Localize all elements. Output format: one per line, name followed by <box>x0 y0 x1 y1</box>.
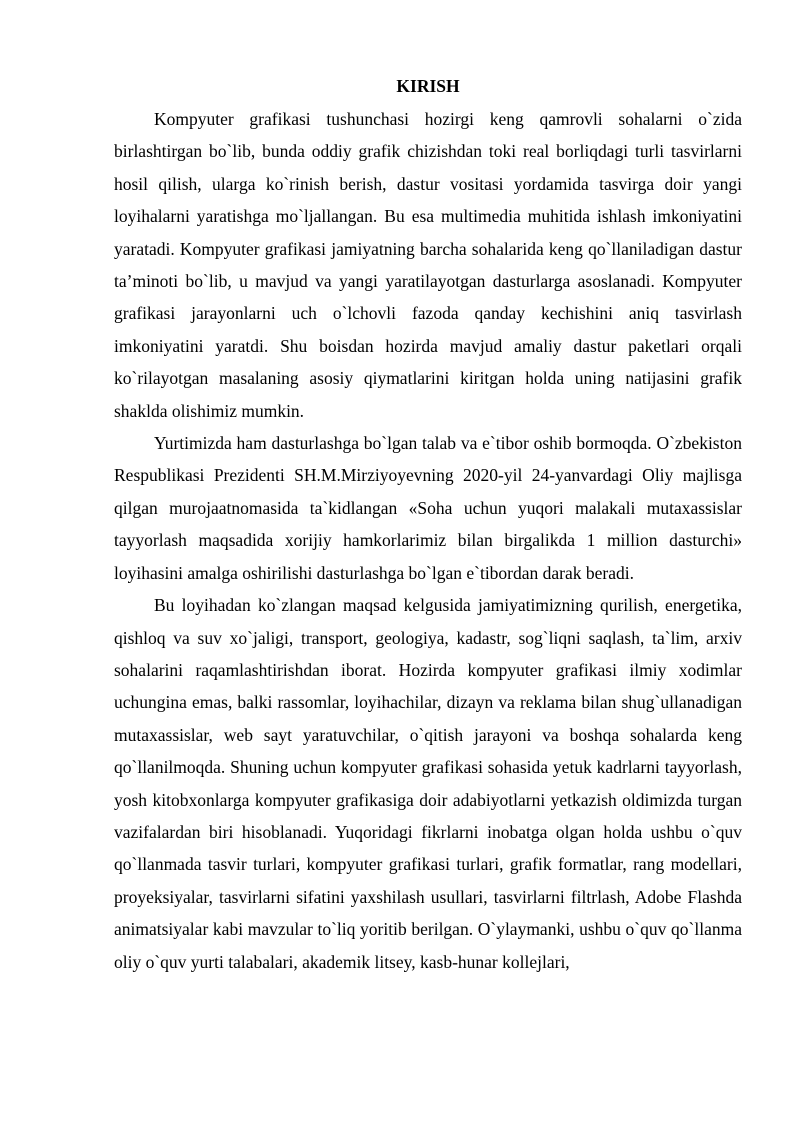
paragraph-2: Yurtimizda ham dasturlashga bo`lgan talab va e`tibor oshib bormoqda. O`zbekiston Respublikasi Prezidenti SH.M.Mirziyoyevning 2020-yil 24-yanvardagi Oliy majlisga qilgan murojaatnomasida ta`kidlangan «Soha uchun yuqori malakali mutaxassislar tayyorlash maqsadida xorijiy hamkorlarimiz bilan birgalikda 1 million dasturchi» loyihasini amalga oshirilishi dasturlashga bo`lgan e`tibordan darak beradi. <box>114 433 742 583</box>
page-title: KIRISH <box>396 76 460 96</box>
paragraph-3: Bu loyihadan ko`zlangan maqsad kelgusida jamiyatimizning qurilish, energetika, qishloq va suv xo`jaligi, transport, geologiya, kadastr, sog`liqni saqlash, ta`lim, arxiv sohalarini raqamlashtirishdan iborat. Hozirda kompyuter grafikasi ilmiy xodimlar uchungina emas, balki rassomlar, loyihachilar, dizayn va reklama bilan shug`ullanadigan mutaxassislar, web sayt yaratuvchilar, o`qitish jarayoni va boshqa sohalarda keng qo`llanilmoqda. Shuning uchun kompyuter grafikasi sohasida yetuk kadrlarni tayyorlash, yosh kitobxonlarga kompyuter grafikasiga doir adabiyotlarni yetkazish oldimizda turgan vazifalardan biri hisoblanadi. Yuqoridagi fikrlarni inobatga olgan holda ushbu o`quv qo`llanmada tasvir turlari, kompyuter grafikasi turlari, grafik formatlar, rang modellari, proyeksiyalar, tasvirlarni sifatini yaxshilash usullari, tasvirlarni filtrlash, Adobe Flashda animatsiyalar kabi mavzular to`liq yoritib berilgan. O`ylaymanki, ushbu o`quv qo`llanma oliy o`quv yurti talabalari, akademik litsey, kasb-hunar kollejlari, <box>114 595 742 972</box>
paragraph-1: Kompyuter grafikasi tushunchasi hozirgi keng qamrovli sohalarni o`zida birlashtirgan bo`lib, bunda oddiy grafik chizishdan toki real borliqdagi turli tasvirlarni hosil qilish, ularga ko`rinish berish, dastur vositasi yordamida tasvirga doir yangi loyihalarni yaratishga mo`ljallangan. Bu esa multimedia muhitida ishlash imkoniyatini yaratadi. Kompyuter grafikasi jamiyatning barcha sohalarida keng qo`llaniladigan dastur ta’minoti bo`lib, u mavjud va yangi yaratilayotgan dasturlarga asoslanadi. Kompyuter grafikasi jarayonlarni uch o`lchovli fazoda qanday kechishini aniq tasvirlash imkoniyatini yaratdi. Shu boisdan hozirda mavjud amaliy dastur paketlari orqali ko`rilayotgan masalaning asosiy qiymatlarini kiritgan holda uning natijasini grafik shaklda olishimiz mumkin. <box>114 109 742 421</box>
document-page <box>114 75 742 978</box>
